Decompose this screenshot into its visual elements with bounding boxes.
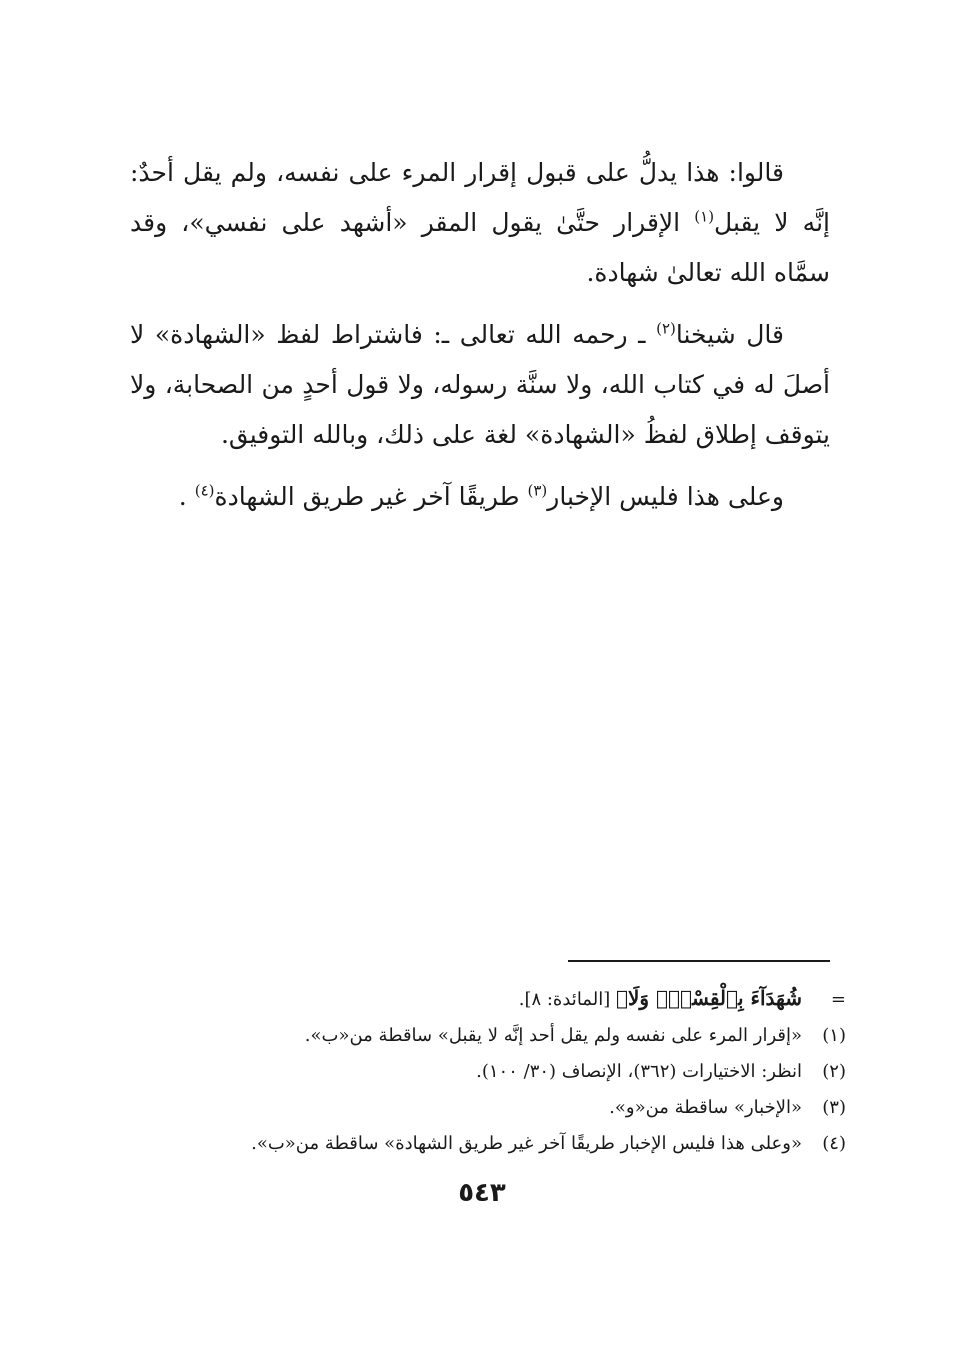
footnote-1-marker: (١) xyxy=(822,1025,846,1046)
footnote-ref-2: (٢) xyxy=(656,319,676,338)
footnote-continuation-marker: = xyxy=(830,989,846,1010)
footnote-4-marker: (٤) xyxy=(822,1133,846,1154)
paragraph-3-text-c: . xyxy=(178,482,195,511)
quran-verse: شُهَدَآءَ بِٱلْقِسْطِۖ وَلَا﴾ xyxy=(615,986,802,1010)
footnote-ref-4: (٤) xyxy=(194,481,215,500)
footnotes xyxy=(146,980,846,1162)
paragraph-2-text-b: ـ رحمه الله تعالى ـ: فاشتراط لفظ «الشهادة» لا أصلَ له في كتاب الله، ولا سنَّة رسوله، ولا قول أحدٍ من الصحابة، ولا يتوقف إطلاق لفظُ «الشهادة» لغة على ذلك، وبالله التوفيق. xyxy=(130,320,830,449)
paragraph-3-text-a: وعلى هذا فليس الإخبار xyxy=(547,482,784,511)
footnote-continuation xyxy=(146,980,846,1018)
footnote-ref-3: (٣) xyxy=(527,481,548,500)
footnote-separator xyxy=(568,960,830,962)
footnote-3-text: «الإخبار» ساقطة من«و». xyxy=(609,1097,802,1118)
footnote-4 xyxy=(146,1126,846,1162)
footnote-2-marker: (٢) xyxy=(822,1061,846,1082)
verse-reference: [المائدة: ٨]. xyxy=(518,989,616,1010)
footnote-3 xyxy=(146,1090,846,1126)
footnote-continuation-text xyxy=(146,980,802,1018)
paragraph-2 xyxy=(130,310,830,460)
footnote-ref-1: (١) xyxy=(694,207,715,226)
footnote-3-marker: (٣) xyxy=(822,1097,846,1118)
footnote-1-text: «إقرار المرء على نفسه ولم يقل أحد إنَّه لا يقبل» ساقطة من«ب». xyxy=(304,1025,802,1046)
paragraph-3 xyxy=(130,472,830,522)
footnote-2 xyxy=(146,1054,846,1090)
main-text xyxy=(130,148,830,534)
paragraph-1-text-a: قالوا: هذا يدلُّ على قبول إقرار المرء على نفسه، ولم يقل أحدٌ: إنَّه لا يقبل xyxy=(130,158,830,237)
footnote-2-text: انظر: الاختيارات (٣٦٢)، الإنصاف (٣٠/ ١٠٠). xyxy=(476,1061,802,1082)
footnote-4-text: «وعلى هذا فليس الإخبار طريقًا آخر غير طريق الشهادة» ساقطة من«ب». xyxy=(251,1133,802,1154)
paragraph-1 xyxy=(130,148,830,298)
paragraph-3-text-b: طريقًا آخر غير طريق الشهادة xyxy=(214,482,528,511)
paragraph-2-text-a: قال شيخنا xyxy=(675,320,785,349)
paragraph-1-text-b: الإقرار حتَّىٰ يقول المقر «أشهد على نفسي»، وقد سمَّاه الله تعالىٰ شهادة. xyxy=(130,208,830,287)
footnote-1 xyxy=(146,1018,846,1054)
page-number: ٥٤٣ xyxy=(458,1178,506,1208)
